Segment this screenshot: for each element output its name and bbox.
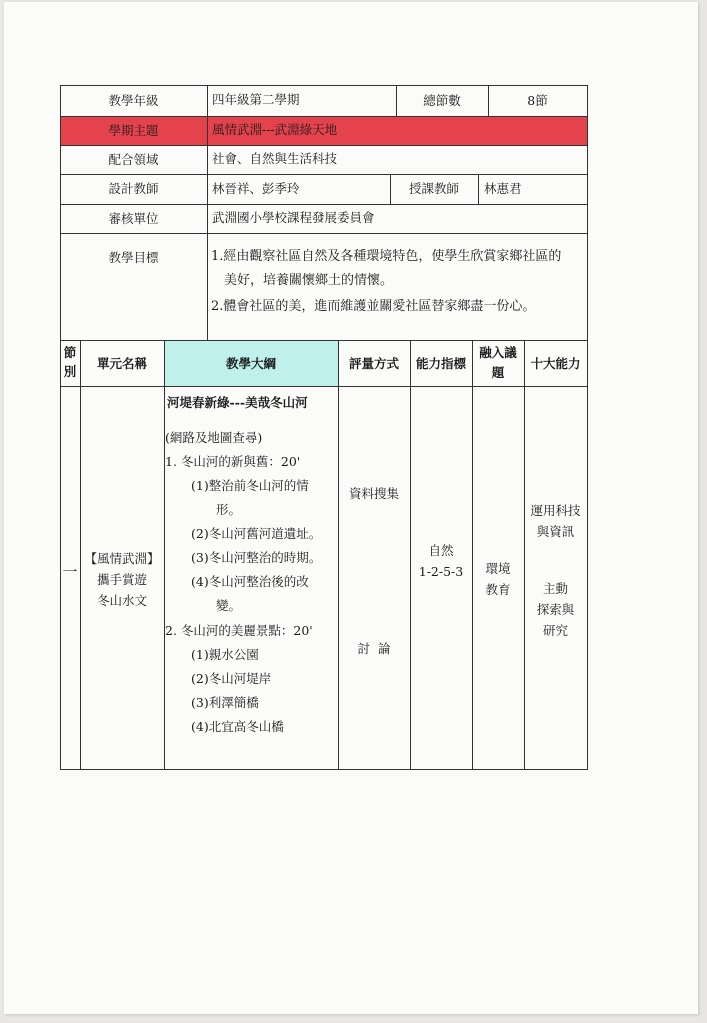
teacher-value: 林惠君 <box>484 181 522 196</box>
unit-line: 冬山水文 <box>96 593 147 608</box>
outline-line: (1)親水公園 <box>191 647 259 662</box>
header-indicator: 能力指標 <box>415 355 466 371</box>
rule <box>60 386 588 387</box>
outline-line: (3)冬山河整治的時期。 <box>191 550 322 565</box>
designer-label: 設計教師 <box>108 181 159 196</box>
outline-line: (2)冬山河堤岸 <box>191 671 272 686</box>
outline-line: 變。 <box>216 598 242 613</box>
issue-line: 環境 <box>485 561 511 576</box>
domain-label: 配合領域 <box>108 151 159 167</box>
ability-line: 與資訊 <box>536 524 575 539</box>
ability-line: 研究 <box>542 623 568 638</box>
header-session-line: 別 <box>63 364 77 379</box>
outline-line: (4)冬山河整治後的改 <box>191 574 309 589</box>
ability-line: 探索與 <box>536 602 575 617</box>
rule <box>207 85 208 340</box>
grade-label: 教學年級 <box>108 92 159 108</box>
indicator-line: 自然 <box>428 543 454 558</box>
outline-line: 河堤春新綠---美哉冬山河 <box>167 395 308 410</box>
outline-line: (2)冬山河舊河道遺址。 <box>191 526 322 541</box>
goal-label: 教學目標 <box>108 250 159 265</box>
ability-exploration <box>524 578 587 641</box>
rule <box>472 340 473 770</box>
outline-line: (1)整治前冬山河的情 <box>191 478 309 493</box>
review-label: 審核單位 <box>108 210 159 226</box>
rule <box>478 174 479 204</box>
unit-name <box>80 548 164 611</box>
header-session <box>60 343 80 383</box>
unit-line: 攜手賞遊 <box>96 572 147 587</box>
rule <box>587 85 588 770</box>
ability-indicator <box>410 540 472 582</box>
outline-line: 2. 冬山河的美麗景點：20' <box>165 623 313 638</box>
outline-line: 形。 <box>216 502 242 517</box>
rule <box>60 233 588 234</box>
goal-line: 美好，培養關懷鄉土的情懷。 <box>224 273 394 288</box>
outline-line: (3)利澤簡橋 <box>191 695 259 710</box>
sessions-value: 8節 <box>527 92 548 108</box>
header-issue-line: 融入議 <box>479 345 517 360</box>
theme-value: 風情武淵---武淵綠天地 <box>212 122 338 137</box>
rule <box>524 340 525 770</box>
sessions-label: 總節數 <box>423 92 461 108</box>
header-abilities: 十大能力 <box>530 355 581 371</box>
domain-value: 社會、自然與生活科技 <box>212 151 338 166</box>
outline-line: 1. 冬山河的新與舊：20' <box>165 454 301 469</box>
rule <box>338 340 339 770</box>
grade-value: 四年級第二學期 <box>212 92 300 107</box>
designer-value: 林晉祥、彭季玲 <box>212 181 300 196</box>
review-value: 武淵國小學校課程發展委員會 <box>212 210 375 225</box>
theme-label: 學期主題 <box>108 122 159 138</box>
integrated-issue <box>472 558 524 600</box>
header-issue-line: 題 <box>491 365 505 380</box>
issue-line: 教育 <box>485 582 511 597</box>
indicator-line: 1-2-5-3 <box>418 564 464 579</box>
session-number: 一 <box>62 563 78 581</box>
ability-line: 運用科技 <box>530 503 581 518</box>
unit-line: 【風情武淵】 <box>84 551 160 566</box>
teacher-label: 授課教師 <box>408 181 459 196</box>
header-issue <box>472 343 524 385</box>
outline-line: (網路及地圖查尋) <box>165 430 263 445</box>
outline-line: (4)北宜高冬山橋 <box>191 719 284 734</box>
header-session-line: 節 <box>63 345 77 360</box>
header-outline: 教學大綱 <box>225 355 276 371</box>
ability-technology <box>524 500 587 542</box>
rule <box>60 769 588 770</box>
goal-line: 1.經由觀察社區自然及各種環境特色，使學生欣賞家鄉社區的 <box>211 249 562 264</box>
rule <box>164 340 165 770</box>
assessment-discussion: 討 論 <box>357 641 391 656</box>
ability-line: 主動 <box>542 581 568 596</box>
assessment-data-collection: 資料搜集 <box>348 486 399 501</box>
header-unit: 單元名稱 <box>96 355 147 371</box>
goal-line: 2.體會社區的美，進而維護並關愛社區替家鄉盡一份心。 <box>211 299 536 314</box>
header-assessment: 評量方式 <box>348 355 399 371</box>
